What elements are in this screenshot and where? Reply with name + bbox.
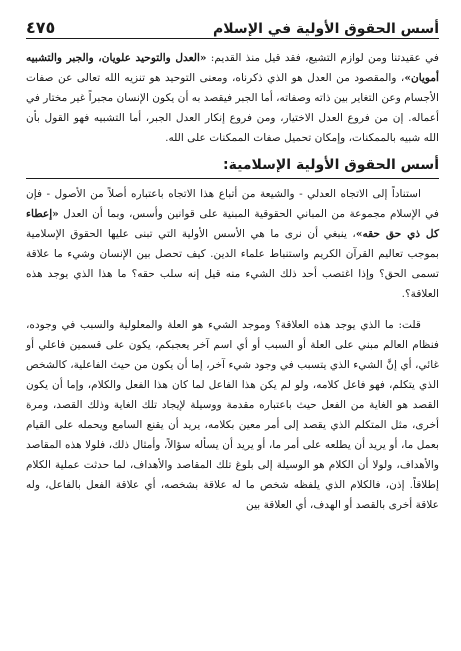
- running-header: [26, 10, 439, 39]
- paragraph: [26, 315, 439, 515]
- running-title: أسس الحقوق الأولية في الإسلام: [213, 21, 439, 37]
- page-number: ٤٧٥: [26, 18, 56, 37]
- paragraph-text: ، ينبغي أن نرى ما هي الأسس الأولية التي تبنى عليها الحقوق الإسلامية بموجب تعاليم القرآن الكريم واستنباط علماء الدين. كيف تحصل بين الإنسان وشيء ما علاقة تسمى الحق؟ وإذا اغتصب أحد ذلك الشيء منه قيل إنه سلب حقه؟ ما هذا الذي يوجد هذه العلاقة؟.: [26, 228, 439, 300]
- paragraph-text: ، والمقصود من العدل هو الذي ذكرناه، ومعنى التوحيد هو تنزيه الله تعالى عن صفات الأجسام وعن التغاير بين ذاته وصفاته، أما الجبر فيقصد به أن يكون الإنسان مجبراً غير مختار في أعماله. إن من فروع العدل الاختيار، ومن فروع إنكار العدل الجبر، أما التشبيه فهو القول بأن الله شبيه بالممكنات، وإمكان تحميل صفات الممكنات على الله.: [26, 72, 439, 144]
- section-heading: أسس الحقوق الأولية الإسلامية:: [223, 157, 439, 173]
- section-heading-block: [26, 153, 439, 179]
- quoted-saying: «العدل والتوحيد علويان، والجبر والتشبيه أمويان»: [26, 52, 439, 84]
- paragraph-text: في عقيدتنا ومن لوازم التشيع، فقد قيل منذ القديم:: [206, 52, 439, 64]
- paragraph: [26, 184, 439, 304]
- paragraph: [26, 48, 439, 148]
- paragraph-text: استناداً إلى الاتجاه العدلي - والشيعة من أتباع هذا الاتجاه باعتباره أصلاً من الأصول - فإن في الإسلام مجموعة من المباني الحقوقية المبنية على قوانين وأسس، وبما أن العدل: [26, 188, 439, 220]
- quoted-definition: «إعطاء كل ذي حق حقه»: [26, 208, 439, 240]
- paragraph-text: قلت: ما الذي يوجد هذه العلاقة؟ وموجد الشيء هو العلة والمعلولية والسبب في وجوده، فنظام العالم مبني على العلة أو السبب أو أي اسم آخر يعجبكم، يكون على قسمين فاعلي أو غائي، أي إنَّ الشيء الذي يتسبب في وجود شيء آخر، إما أن يكون من حيث الفاعلية، كالشخص الذي يتكلم، فهو فاعل كلامه، ولو لم يكن هذا الفاعل لما كان هذا الفعل والكلام، وإما أن يكون القصد هو الغاية من الفعل حيث باعتباره مقدمة ووسيلة لإيجاد تلك الغاية وذلك القصد، ومرة أخرى، مثل المتكلم الذي يقصد إلى أمر معين بكلامه، يريد أن يقنع السامع ويحمله على القيام بعمل ما، أو يريد أن يطلعه على أمر ما، أو يريد أن يسأله سؤالاً، وأمثال ذلك، فلولا هذه المقاصد والأهداف، ولولا أن الكلام هو الوسيلة إلى بلوغ تلك المقاصد والأهداف، لما حدثت عملية الكلام إطلاقاً. إذن، فالكلام الذي يلفظه شخص ما له علاقة بشخصه، أي علاقة الفعل بالفاعل، وله علاقة أخرى بالقصد أو الهدف، أي العلاقة بين: [26, 319, 439, 511]
